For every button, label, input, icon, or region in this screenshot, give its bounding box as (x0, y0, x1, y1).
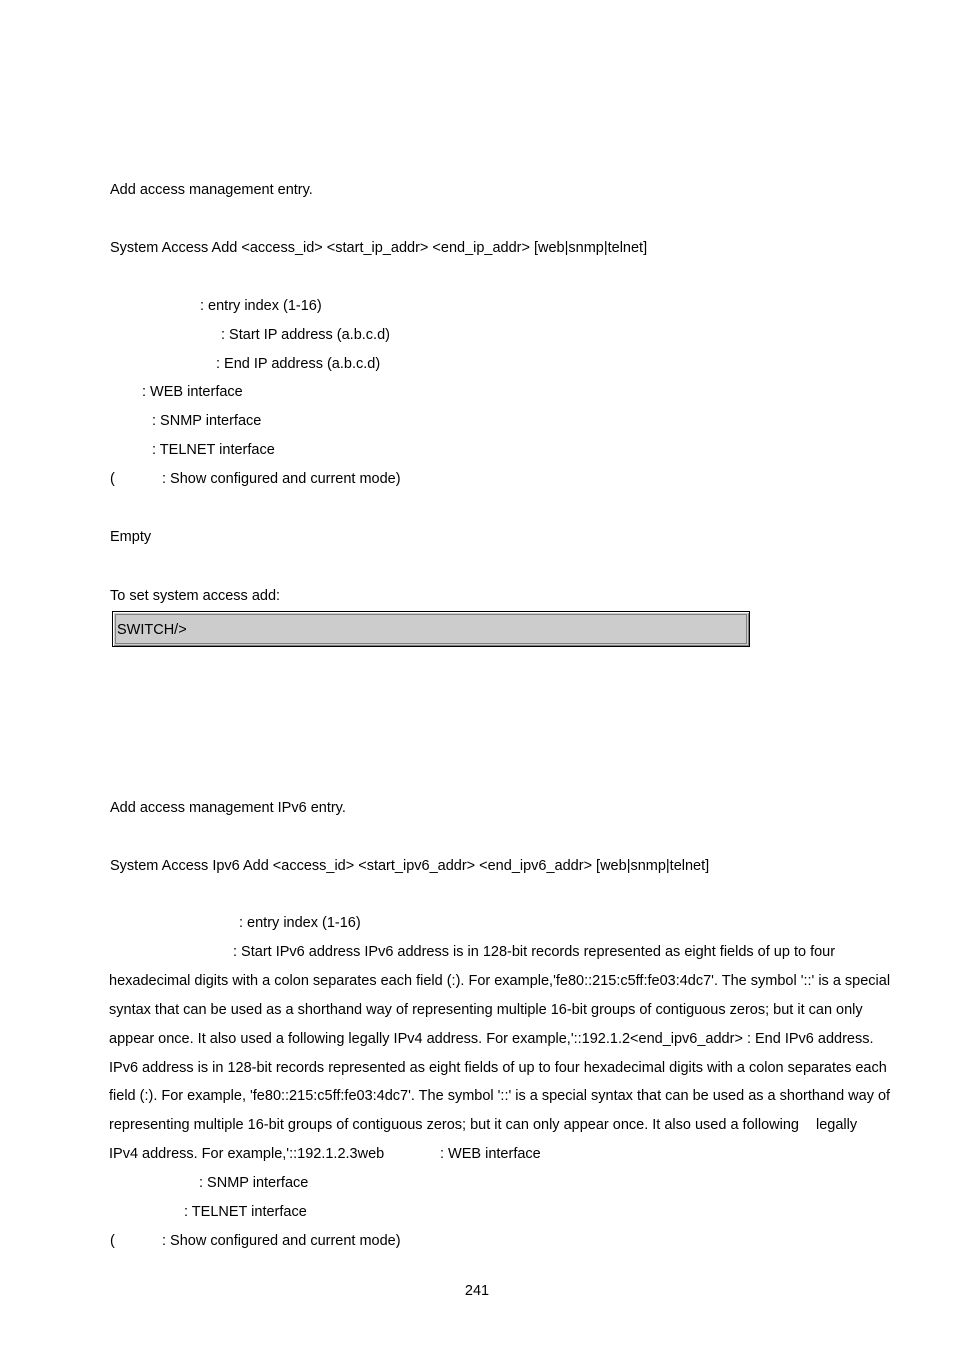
section1-syntax: System Access Add <access_id> <start_ip_addr> <end_ip_addr> [web|snmp|telnet] (110, 240, 648, 256)
param-ipv6-line-4: appear once. It also used a following legally IPv4 address. For example,'::192.1.2<end_ipv6_addr> : End IPv6 address. (109, 1031, 874, 1047)
default-note: : Show configured and current mode) (162, 471, 401, 487)
param-telnet: : TELNET interface (152, 442, 275, 458)
param-web: : WEB interface (142, 384, 243, 400)
param-snmp: : SNMP interface (152, 413, 262, 429)
param-start-ip: : Start IP address (a.b.c.d) (221, 327, 390, 343)
param-ipv6-line-3: syntax that can be used as a shorthand way of representing multiple 16-bit groups of contiguous zeros; but it can only (109, 1002, 863, 1018)
section2-default-paren: ( (110, 1233, 115, 1249)
param-access-id: : entry index (1-16) (200, 298, 322, 314)
param-ipv6-snmp: : SNMP interface (199, 1175, 309, 1191)
param-ipv6-line-5: IPv6 address is in 128-bit records represented as eight fields of up to four hexadecimal digits with a colon separates each (109, 1060, 887, 1076)
param-end-ip: : End IP address (a.b.c.d) (216, 356, 381, 372)
section2-default-note: : Show configured and current mode) (162, 1233, 401, 1249)
param-ipv6-web: : WEB interface (440, 1146, 541, 1162)
param-ipv6-line-7: representing multiple 16-bit groups of contiguous zeros; but it can only appear once. It also used a following (109, 1117, 799, 1133)
command-prompt: SWITCH/> (117, 622, 187, 638)
param-ipv6-telnet: : TELNET interface (184, 1204, 307, 1220)
default-value: Empty (110, 529, 152, 545)
section2-syntax: System Access Ipv6 Add <access_id> <start_ipv6_addr> <end_ipv6_addr> [web|snmp|telnet] (110, 858, 710, 874)
param-ipv6-legally: legally (816, 1117, 858, 1133)
page-number: 241 (464, 1283, 490, 1299)
param-ipv6-line-2: hexadecimal digits with a colon separates each field (:). For example,'fe80::215:c5ff:fe03:4dc7'. The symbol '::' is a special (109, 973, 891, 989)
command-example-inner-border (115, 614, 747, 644)
param-ipv6-line-6: field (:). For example, 'fe80::215:c5ff:fe03:4dc7'. The symbol '::' is a special syntax that can be used as a shorthand way of (109, 1088, 891, 1104)
param-start-ipv6-line-1: : Start IPv6 address IPv6 address is in 128-bit records represented as eight fields of up to four (233, 944, 836, 960)
example-intro: To set system access add: (110, 588, 281, 604)
section1-description: Add access management entry. (110, 182, 313, 198)
param-ipv6-line-8: IPv4 address. For example,'::192.1.2.3web (109, 1146, 385, 1162)
section2-description: Add access management IPv6 entry. (110, 800, 346, 816)
default-paren: ( (110, 471, 115, 487)
command-example-box (112, 611, 750, 647)
param-ipv6-access-id: : entry index (1-16) (239, 915, 361, 931)
